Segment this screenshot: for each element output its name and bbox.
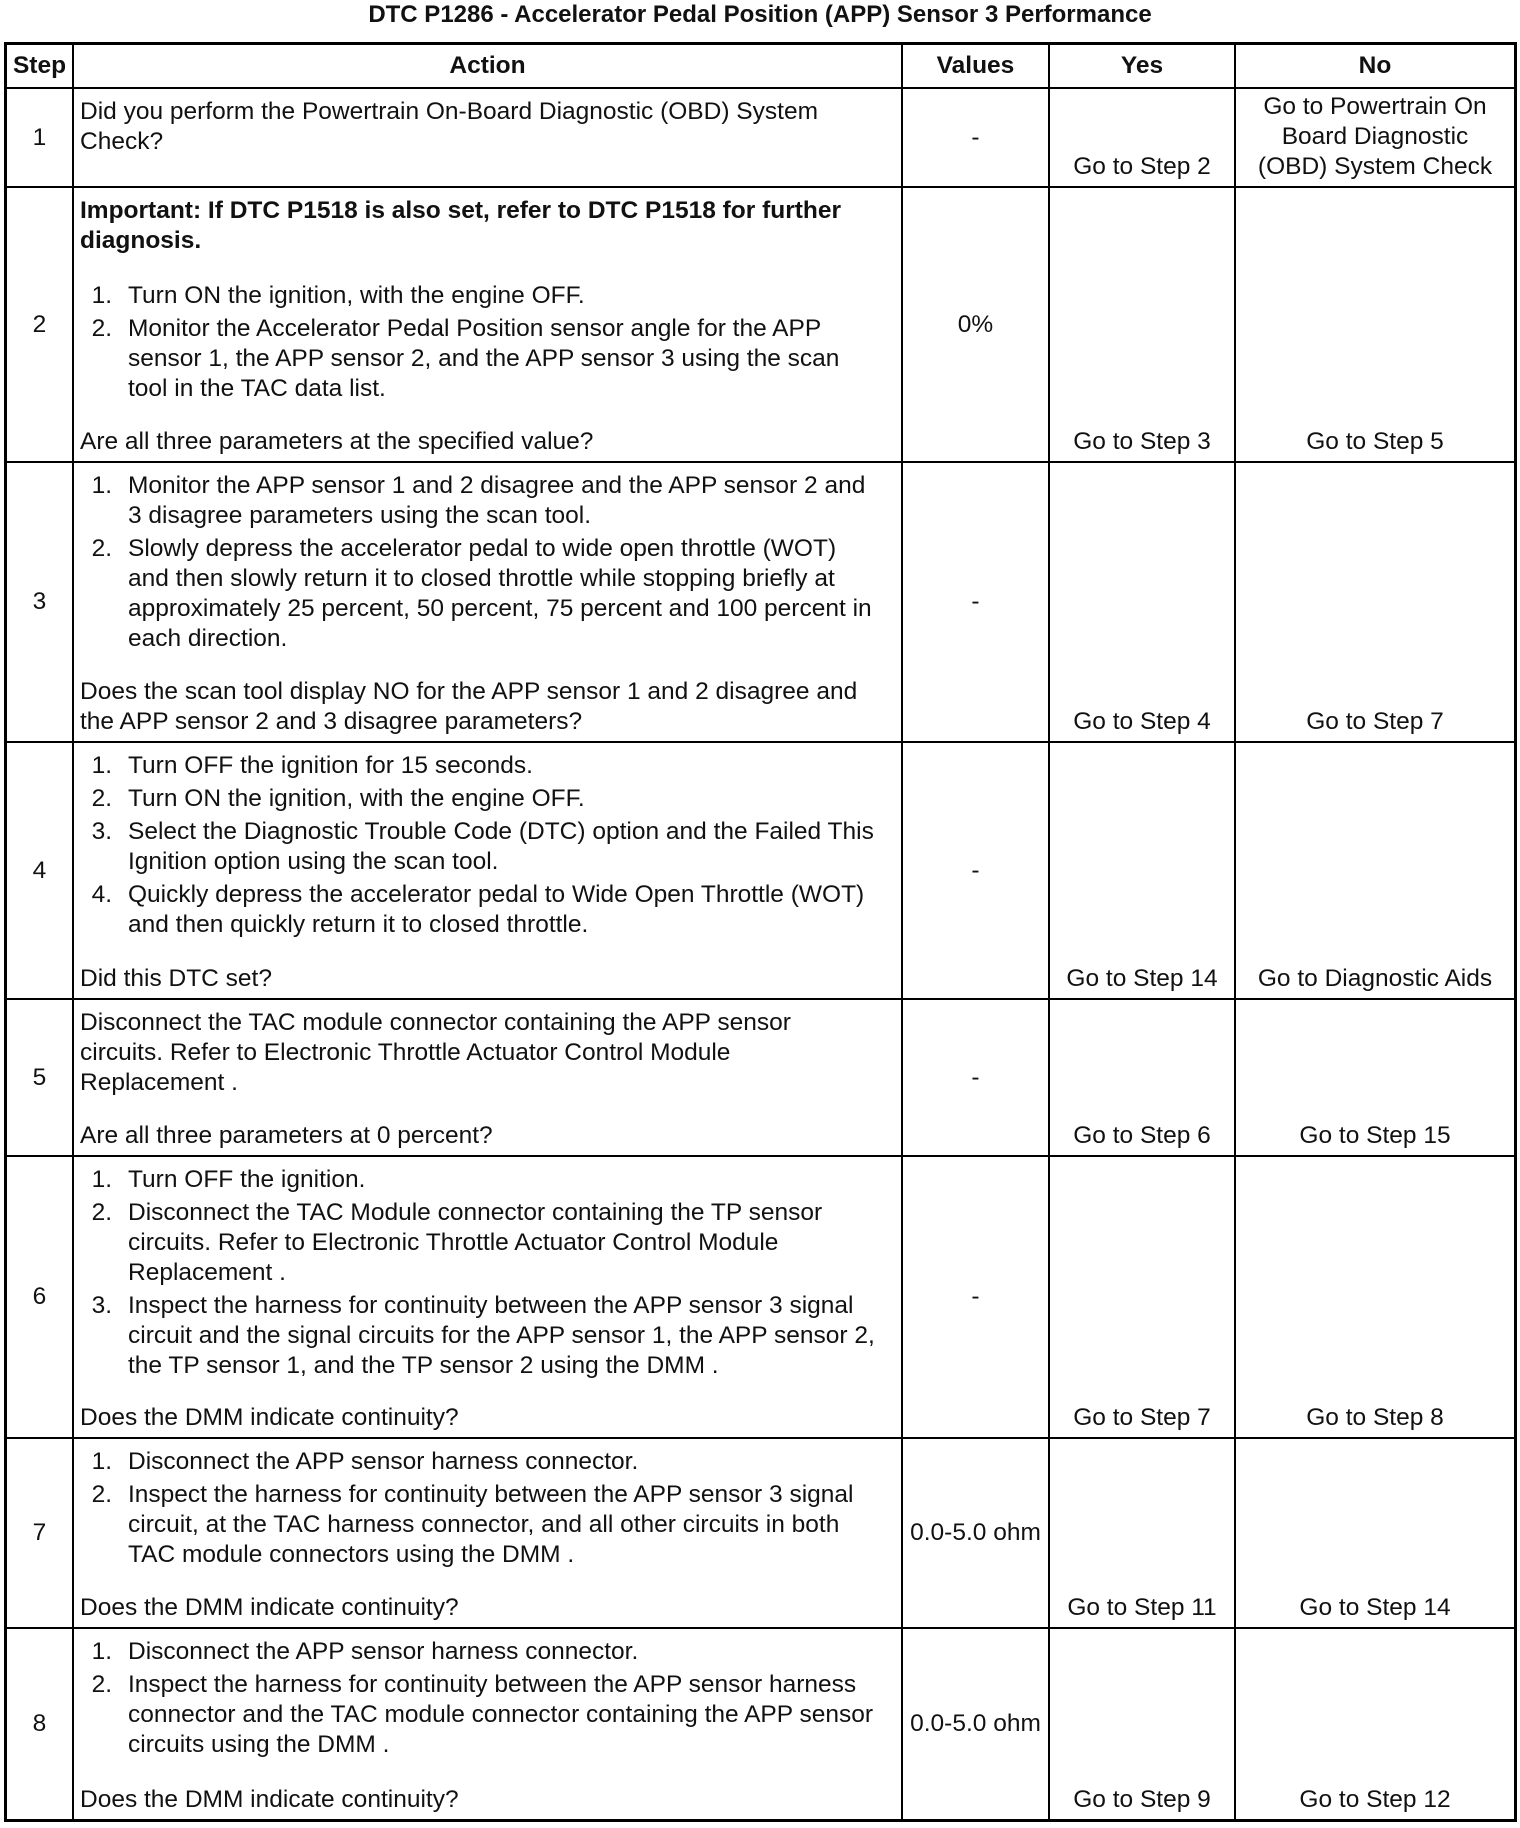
action-text: Did you perform the Powertrain On-Board Diagnostic (OBD) System Check? [80,98,818,155]
list-item-number: 3. [91,1292,112,1319]
header-values: Values [903,45,1050,89]
list-item [80,314,897,404]
list-item-number: 2. [91,1671,112,1698]
list-item-text: Turn ON the ignition, with the engine OFF. [128,785,585,812]
list-item-number: 1. [91,472,112,499]
list-item-number: 2. [91,535,112,562]
yes-cell [1050,188,1236,463]
list-item-number: 1. [91,282,112,309]
list-item [80,1480,897,1570]
no-cell [1236,463,1514,743]
values-cell [903,1157,1050,1439]
header-step: Step [7,45,74,89]
no-result: Go to Step 8 [1306,1404,1444,1431]
list-item [80,281,897,311]
list-item [80,880,897,940]
action-cell [74,463,903,743]
list-item [80,1447,897,1477]
no-result: Go to Step 14 [1299,1594,1451,1621]
no-cell [1236,1157,1514,1439]
list-item-text: Turn ON the ignition, with the engine OFF. [128,282,585,309]
question-text: Does the scan tool display NO for the APP sensor 1 and 2 disagree and the APP sensor 2 and 3 disagree parameters? [80,678,858,735]
no-cell [1236,1629,1514,1819]
value-text: 0.0-5.0 ohm [910,1519,1041,1546]
list-item [80,1165,897,1195]
yes-cell [1050,1157,1236,1439]
header-yes: Yes [1050,45,1236,89]
no-result: Go to Step 12 [1299,1786,1451,1813]
list-item-text: Monitor the Accelerator Pedal Position sensor angle for the APP sensor 1, the APP sensor 2, and the APP sensor 3 using the scan tool in the TAC data list. [128,315,840,402]
step-number: 7 [7,1439,74,1629]
yes-result: Go to Step 14 [1066,965,1218,992]
value-text: - [971,856,980,884]
question-text: Are all three parameters at the specified value? [80,428,594,455]
list-item [80,784,897,814]
question-text: Does the DMM indicate continuity? [80,1786,459,1813]
list-item-number: 1. [91,1448,112,1475]
action-cell [74,743,903,1000]
value-text: 0% [957,310,994,338]
step-number: 6 [7,1157,74,1439]
value-text: - [971,1063,980,1091]
action-cell [74,89,903,188]
yes-result: Go to Step 2 [1073,153,1211,180]
action-cell [74,1629,903,1819]
question-text: Does the DMM indicate continuity? [80,1404,459,1431]
list-item-text: Turn OFF the ignition for 15 seconds. [128,752,533,779]
list-item [80,751,897,781]
list-item [80,1637,897,1667]
no-result: Go to Step 7 [1306,708,1444,735]
list-item-text: Inspect the harness for continuity between the APP sensor 3 signal circuit, at the TAC harness connector, and all other circuits in both TAC module connectors using the DMM . [128,1481,854,1568]
list-item-text: Disconnect the APP sensor harness connector. [128,1638,639,1665]
no-result: Go to Step 5 [1306,428,1444,455]
list-item [80,471,897,531]
action-text: Disconnect the TAC module connector containing the APP sensor circuits. Refer to Electronic Throttle Actuator Control Module Replacement . [80,1009,791,1096]
no-result: Go to Step 15 [1299,1122,1451,1149]
list-item-number: 2. [91,785,112,812]
values-cell [903,1000,1050,1157]
action-cell [74,1157,903,1439]
list-item [80,817,897,877]
list-item-number: 2. [91,315,112,342]
yes-cell [1050,743,1236,1000]
step-number: 5 [7,1000,74,1157]
no-cell [1236,1439,1514,1629]
list-item [80,534,897,654]
list-item [80,1670,897,1760]
values-cell [903,743,1050,1000]
list-item-text: Disconnect the TAC Module connector containing the TP sensor circuits. Refer to Electronic Throttle Actuator Control Module Replacement . [128,1199,823,1286]
values-cell [903,1629,1050,1819]
step-number: 4 [7,743,74,1000]
yes-cell [1050,463,1236,743]
list-item-text: Turn OFF the ignition. [128,1166,366,1193]
question-text: Are all three parameters at 0 percent? [80,1122,493,1149]
no-result: Go to Powertrain On Board Diagnostic (OBD) System Check [1257,93,1493,180]
yes-result: Go to Step 9 [1073,1786,1211,1813]
list-item-text: Inspect the harness for continuity between the APP sensor 3 signal circuit and the signal circuits for the APP sensor 1, the APP sensor 2, the TP sensor 1, and the TP sensor 2 using the DMM . [128,1292,875,1379]
page-title: DTC P1286 - Accelerator Pedal Position (APP) Sensor 3 Performance [368,1,1152,28]
yes-result: Go to Step 4 [1073,708,1211,735]
no-cell [1236,743,1514,1000]
list-item-text: Slowly depress the accelerator pedal to wide open throttle (WOT) and then slowly return it to closed throttle while stopping briefly at approximately 25 percent, 50 percent, 75 percent and 100 percent in each direction. [128,535,872,652]
no-cell [1236,188,1514,463]
step-number: 3 [7,463,74,743]
value-text: - [971,1283,980,1310]
important-note: Important: If DTC P1518 is also set, refer to DTC P1518 for further diagnosis. [80,197,842,254]
yes-result: Go to Step 7 [1073,1404,1211,1431]
yes-cell [1050,1629,1236,1819]
yes-cell [1050,89,1236,188]
list-item-text: Quickly depress the accelerator pedal to Wide Open Throttle (WOT) and then quickly return it to closed throttle. [128,881,865,938]
list-item-number: 1. [91,1638,112,1665]
list-item [80,1291,897,1381]
list-item-number: 3. [91,818,112,845]
list-item-text: Select the Diagnostic Trouble Code (DTC) option and the Failed This Ignition option using the scan tool. [128,818,874,875]
values-cell [903,188,1050,463]
list-item-number: 1. [91,752,112,779]
yes-cell [1050,1000,1236,1157]
list-item-number: 1. [91,1166,112,1193]
values-cell [903,463,1050,743]
list-item-number: 2. [91,1481,112,1508]
no-result: Go to Diagnostic Aids [1257,965,1493,992]
list-item-text: Disconnect the APP sensor harness connector. [128,1448,639,1475]
step-number: 2 [7,188,74,463]
list-item-number: 4. [91,881,112,908]
no-cell [1236,89,1514,188]
question-text: Did this DTC set? [80,965,272,992]
header-action: Action [74,45,903,89]
yes-result: Go to Step 3 [1073,428,1211,455]
action-cell [74,188,903,463]
value-text: - [971,588,980,615]
no-cell [1236,1000,1514,1157]
list-item [80,1198,897,1288]
step-number: 1 [7,89,74,188]
values-cell [903,89,1050,188]
action-cell [74,1000,903,1157]
yes-cell [1050,1439,1236,1629]
step-number: 8 [7,1629,74,1819]
header-no: No [1236,45,1514,89]
list-item-text: Inspect the harness for continuity between the APP sensor harness connector and the TAC module connector containing the APP sensor circuits using the DMM . [128,1671,874,1758]
value-text: - [971,123,980,151]
yes-result: Go to Step 6 [1073,1122,1211,1149]
value-text: 0.0-5.0 ohm [910,1710,1041,1737]
yes-result: Go to Step 11 [1067,1594,1217,1621]
list-item-text: Monitor the APP sensor 1 and 2 disagree and the APP sensor 2 and 3 disagree parameters using the scan tool. [128,472,866,529]
question-text: Does the DMM indicate continuity? [80,1594,459,1621]
diagnostic-table [4,42,1517,1822]
values-cell [903,1439,1050,1629]
list-item-number: 2. [91,1199,112,1226]
action-cell [74,1439,903,1629]
